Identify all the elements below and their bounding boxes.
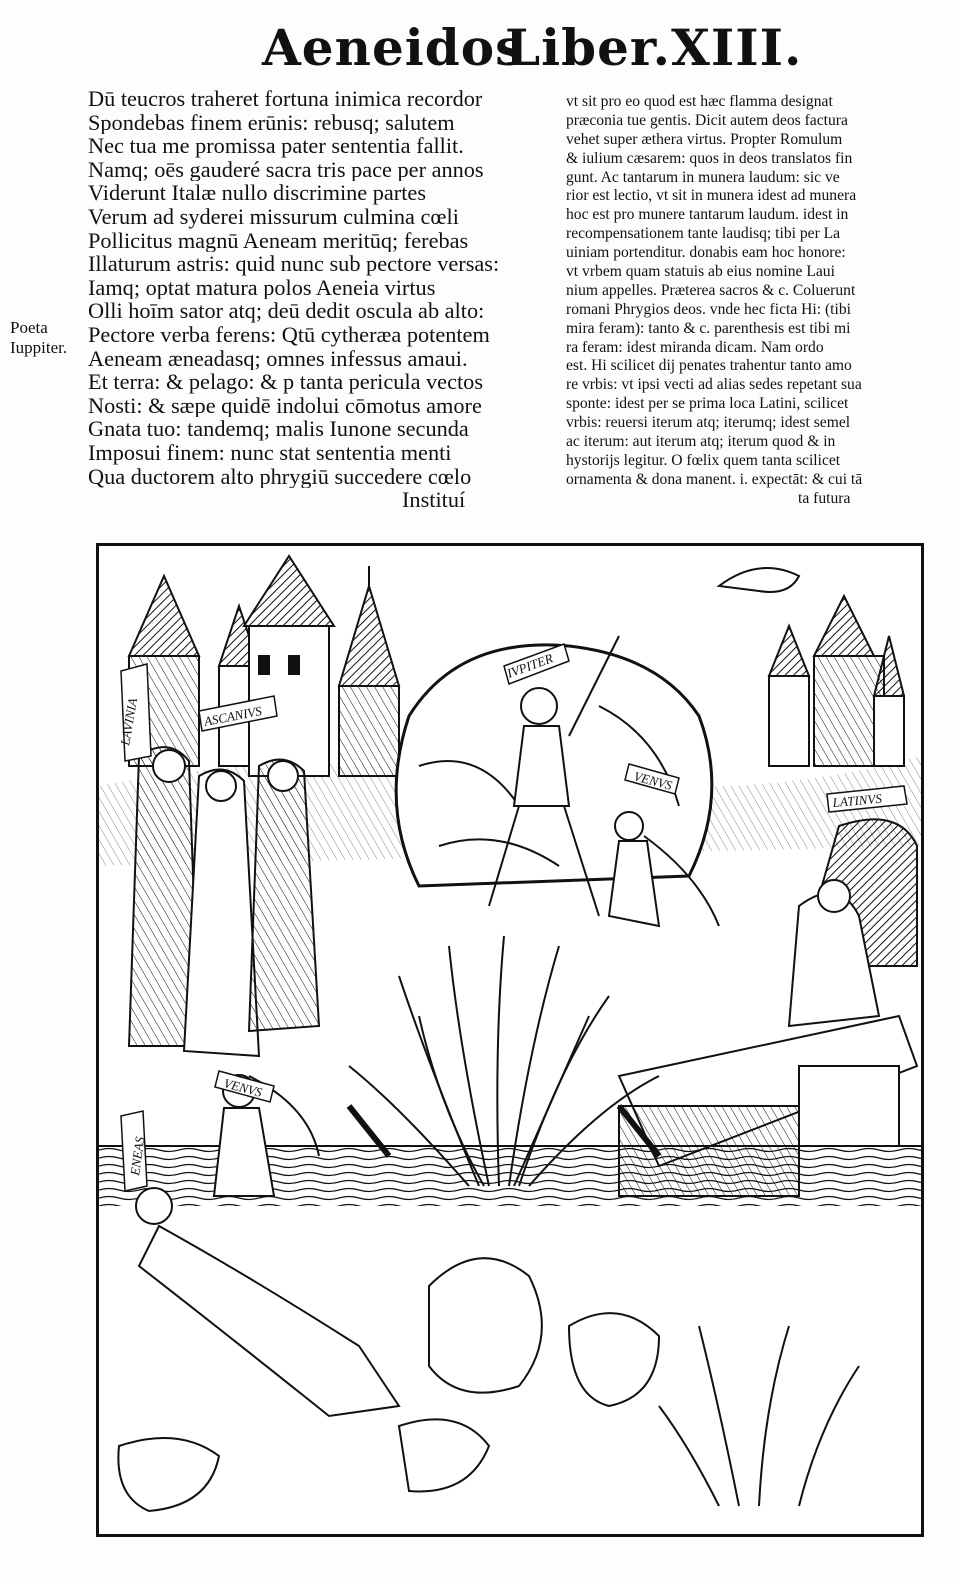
verse-line: Namq; oēs gauderé sacra tris pace per annos	[88, 157, 484, 182]
commentary-line: sponte: idest per se prima loca Latini, scilicet	[566, 395, 849, 413]
margin-note-line: Iuppiter.	[10, 338, 68, 357]
label-venus-bottom-text: VENVS	[222, 1075, 264, 1100]
commentary-line: rior est lectio, vt sit in munera idest ad munera	[566, 187, 857, 205]
label-latinus-text: LATINVS	[831, 790, 883, 810]
commentary-line: hystorijs legitur. O fœlix quem tanta scilicet	[566, 451, 841, 469]
verse-line: Et terra: & pelago: & p tanta pericula vectos	[88, 370, 483, 394]
commentary-column	[566, 93, 926, 509]
commentary-line: uiniam portenditur. donabis eam hoc honore:	[566, 244, 846, 262]
commentary-line: ta futura	[798, 489, 851, 507]
commentary-line: romani Phrygios deos. vnde hec ficta Hi: (tibi	[566, 300, 851, 318]
verse-line: Pectore verba ferens: Qtū cytheræa potentem	[88, 322, 490, 347]
commentary-line: vt sit pro eo quod est hæc flamma designat	[566, 93, 833, 110]
verse-line: Nec tua me promissa pater sententia fallit.	[88, 134, 464, 158]
woodcut-illustration	[96, 543, 924, 1537]
label-venus-top-text: VENVS	[632, 768, 674, 793]
label-eneas-text: ENEAS	[127, 1135, 148, 1177]
verse-line: Imposui finem: nunc stat sententia menti	[88, 440, 452, 465]
figures-group-left	[129, 747, 319, 1056]
commentary-line: est. Hi scilicet dij penates trahentur tanto amo	[566, 357, 852, 375]
commentary-line: vt vrbem quam statuis ab eius nomine Laui	[566, 263, 835, 281]
verse-line: Verum ad syderei missurum culmina cœli	[88, 204, 459, 229]
header-title-left: Aeneidos	[262, 18, 525, 77]
commentary-line: vrbis: reuersi iterum atq; iterumq; idest semel	[566, 414, 851, 432]
verse-line: Dū teucros traheret fortuna inimica recordor	[88, 87, 483, 111]
commentary-line: mira feram): tanto & c. parenthesis est tibi mi	[566, 319, 851, 337]
commentary-line: vehet super æthera virtus. Propter Romulum	[566, 130, 843, 148]
commentary-line: recompensationem tante laudisq; tibi per La	[566, 225, 841, 243]
commentary-line: gunt. Ac tantarum in munera laudum: sic ve	[566, 168, 840, 186]
label-iupiter-text: IVPITER	[504, 650, 555, 681]
commentary-line: & iulium cæsarem: quos in deos translatos fin	[566, 149, 853, 167]
verse-line: Olli hoīm sator atq; deū dedit oscula ab alto:	[88, 299, 485, 323]
commentary-line: ac iterum: aut iterum atq; iterum quod & in	[566, 433, 836, 451]
verse-line: Qua ductorem alto phrygiū succedere cœlo	[88, 464, 472, 489]
commentary-line: ra feram: idest miranda dicam. Nam ordo	[566, 338, 824, 356]
verse-column	[88, 87, 558, 512]
margin-note-line: Poeta	[10, 318, 48, 337]
running-header	[0, 18, 960, 78]
header-title-right: Liber.XIII.	[505, 18, 803, 77]
woodcut-drawing	[99, 546, 921, 1534]
label-lauinia-text: LAVINIA	[117, 696, 141, 747]
verse-line: Pollicitus magnū Aeneam meritūq; ferebas	[88, 228, 469, 253]
verse-line: Spondebas finem erūnis: rebusq; salutem	[88, 110, 455, 135]
label-eneas	[121, 1111, 147, 1191]
verse-line: Illaturum astris: quid nunc sub pectore versas:	[88, 252, 500, 276]
commentary-line: ornamenta & dona manent. i. expectāt: & cui tā	[566, 470, 863, 488]
commentary-line: præconia tue gentis. Dicit autem deos factura	[566, 111, 848, 129]
verse-line: Iamq; optat matura polos Aeneia virtus	[88, 275, 436, 300]
catchword: Instituí	[402, 488, 466, 512]
verse-line: Nosti: & sæpe quidē indolui cōmotus amore	[88, 393, 482, 418]
commentary-line: hoc est pro munere tantarum laudum. idest in	[566, 206, 849, 224]
verse-line: Gnata tuo: tandemq; malis Iunone secunda	[88, 417, 469, 441]
verse-line: Viderunt Italæ nullo discrimine partes	[88, 181, 426, 205]
verse-line: Aeneam æneadasq; omnes infessus amaui.	[88, 346, 468, 371]
margin-note	[10, 318, 82, 358]
label-ascanius-text: ASCANIVS	[202, 703, 263, 729]
commentary-line: re vrbis: vt ipsi vecti ad alias sedes repetant sua	[566, 376, 862, 394]
commentary-line: nium appelles. Præterea sacros & c. Coluerunt	[566, 281, 856, 299]
